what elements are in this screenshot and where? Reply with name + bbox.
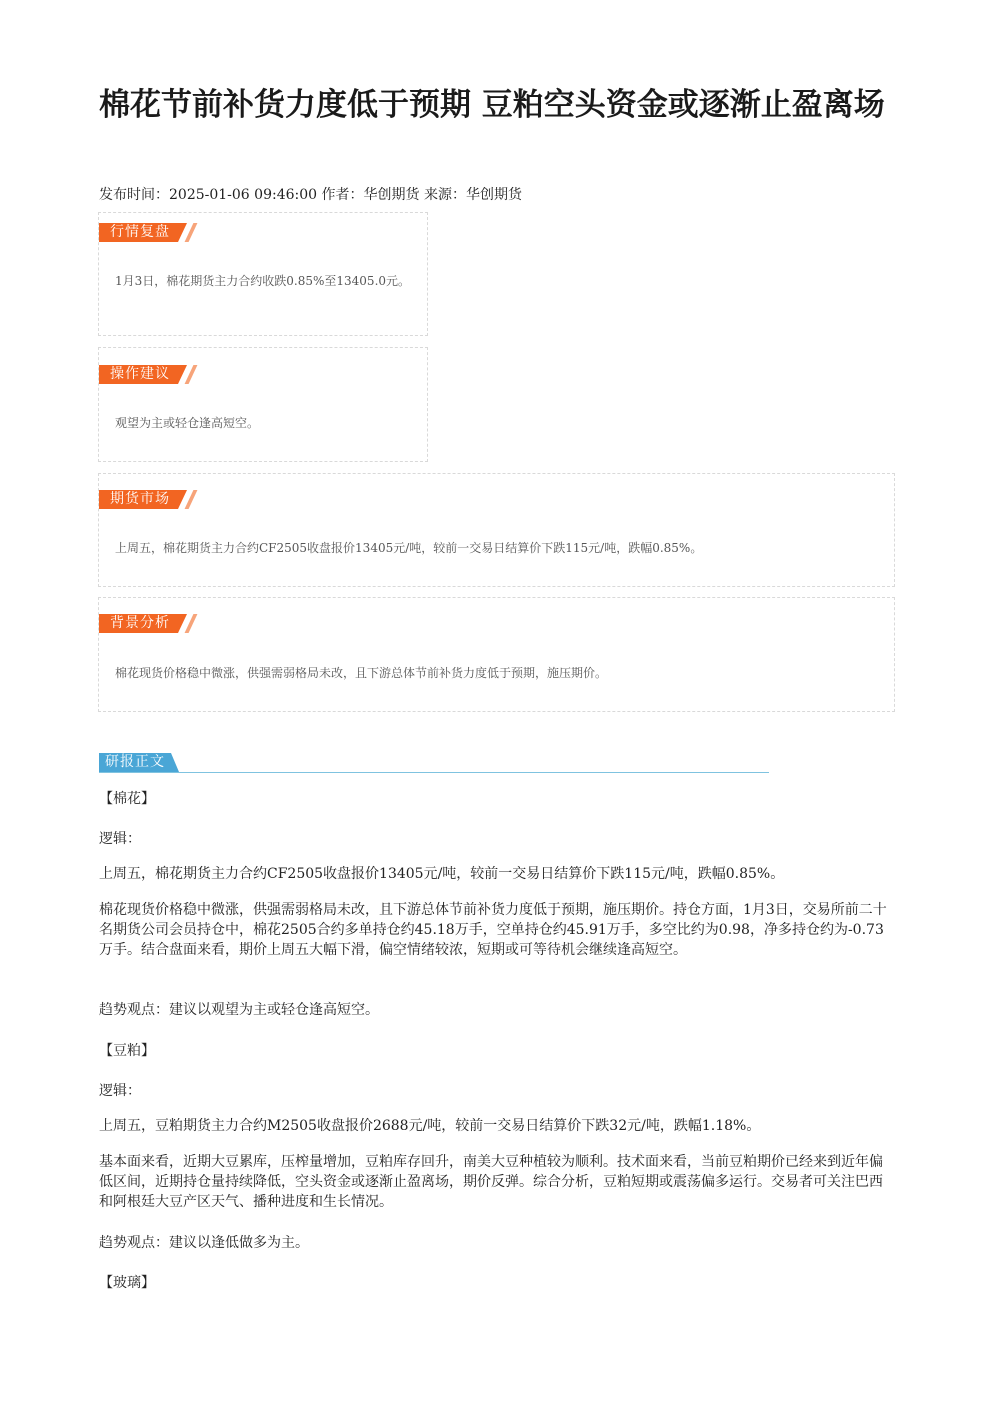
paragraph: 棉花现货价格稳中微涨，供强需弱格局未改，且下游总体节前补货力度低于预期，施压期价。持仓方面，1月3日，交易所前二十名期货公司会员持仓中，棉花2505合约多单持仓约45.18万手，空单持仓约45.91万手，多空比约为0.98，净多持仓约为-0.73万手。结合盘面来看，期价上周五大幅下滑，偏空情绪较浓，短期或可等待机会继续逢高短空。	[99, 902, 887, 958]
paragraph-trend: 趋势观点：建议以观望为主或轻仓逢高短空。	[99, 1002, 379, 1018]
summary-text: 1月3日，棉花期货主力合约收跌0.85%至13405.0元。	[115, 274, 411, 288]
section-tag: 行情复盘	[99, 223, 178, 242]
paragraph: 上周五，棉花期货主力合约CF2505收盘报价13405元/吨，较前一交易日结算价下跌115元/吨，跌幅0.85%。	[99, 866, 785, 882]
summary-text: 观望为主或轻仓逢高短空。	[115, 416, 260, 430]
summary-box-advice	[98, 347, 428, 462]
paragraph-glass-heading: 【玻璃】	[99, 1275, 155, 1291]
paragraph-logic: 逻辑：	[99, 1083, 141, 1099]
report-header	[99, 753, 769, 773]
paragraph: 基本面来看，近期大豆累库，压榨量增加，豆粕库存回升，南美大豆种植较为顺利。技术面来看，当前豆粕期价已经来到近年偏低区间，近期持仓量持续降低，空头资金或逐渐止盈离场，期价反弹。综合分析，豆粕短期或震荡偏多运行。交易者可关注巴西和阿根廷大豆产区天气、播种进度和生长情况。	[99, 1154, 883, 1210]
summary-text: 棉花现货价格稳中微涨，供强需弱格局未改，且下游总体节前补货力度低于预期，施压期价。	[115, 666, 608, 680]
section-tag: 背景分析	[99, 614, 178, 633]
report-tag: 研报正文	[99, 753, 171, 772]
paragraph: 上周五，豆粕期货主力合约M2505收盘报价2688元/吨，较前一交易日结算价下跌32元/吨，跌幅1.18%。	[99, 1118, 761, 1134]
paragraph-cotton-heading: 【棉花】	[99, 791, 155, 807]
summary-box-market-review	[98, 212, 428, 336]
paragraph-logic: 逻辑：	[99, 831, 141, 847]
article-title: 棉花节前补货力度低于预期 豆粕空头资金或逐渐止盈离场	[99, 87, 885, 123]
summary-box-background	[98, 597, 895, 712]
summary-text: 上周五，棉花期货主力合约CF2505收盘报价13405元/吨，较前一交易日结算价下跌115元/吨，跌幅0.85%。	[115, 541, 703, 555]
article-meta: 发布时间：2025-01-06 09:46:00 作者：华创期货 来源：华创期货	[99, 187, 522, 203]
paragraph-soymeal-heading: 【豆粕】	[99, 1043, 155, 1059]
section-tag: 期货市场	[99, 490, 178, 509]
section-tag: 操作建议	[99, 365, 178, 384]
summary-box-futures-market	[98, 473, 895, 587]
paragraph-trend: 趋势观点：建议以逢低做多为主。	[99, 1235, 309, 1251]
